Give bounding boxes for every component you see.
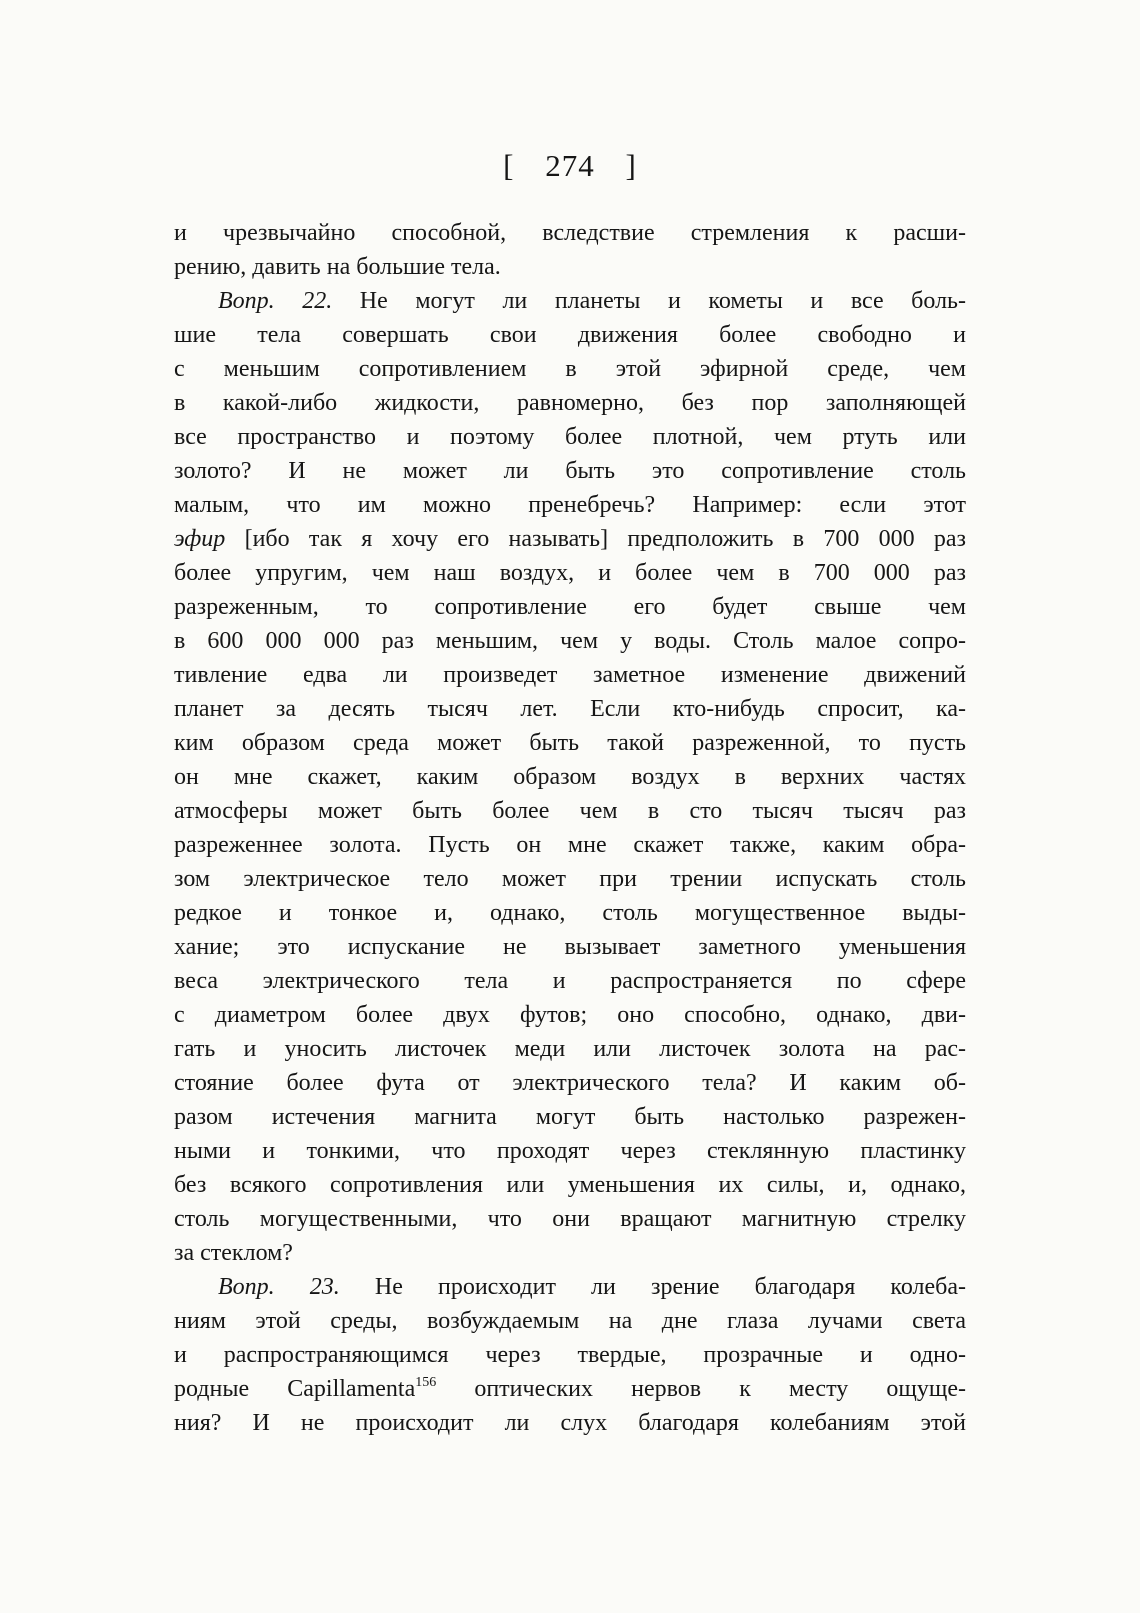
line-text: ния? И не происходит ли слух благодаря колебаниям этой xyxy=(174,1410,966,1436)
line-text: более упругим, чем наш воздух, и более чем в 700 000 раз xyxy=(174,560,966,586)
text-line xyxy=(174,1202,966,1236)
text-line xyxy=(174,386,966,420)
text-line xyxy=(174,216,966,250)
line-text: с меньшим сопротивлением в этой эфирной среде, чем xyxy=(174,356,966,382)
text-line xyxy=(174,352,966,386)
line-text: планет за десять тысяч лет. Если кто-нибудь спросит, ка- xyxy=(174,696,966,722)
line-text-continued: оптических нервов к месту ощуще- xyxy=(436,1376,966,1402)
line-text: все пространство и поэтому более плотной, чем ртуть или xyxy=(174,424,966,450)
text-line xyxy=(174,488,966,522)
text-line xyxy=(174,1338,966,1372)
text-line xyxy=(174,862,966,896)
line-text: рению, давить на большие тела. xyxy=(174,254,501,280)
text-line xyxy=(174,556,966,590)
text-line xyxy=(174,794,966,828)
text-line xyxy=(174,930,966,964)
line-text: ниям этой среды, возбуждаемым на дне глаза лучами света xyxy=(174,1308,966,1334)
line-text: за стеклом? xyxy=(174,1240,293,1266)
line-text: и распространяющимся через твердые, прозрачные и одно- xyxy=(174,1342,966,1368)
line-text: в 600 000 000 раз меньшим, чем у воды. Столь малое сопро- xyxy=(174,628,966,654)
line-text: золото? И не может ли быть это сопротивление столь xyxy=(174,458,966,484)
line-text: стояние более фута от электрического тела? И каким об- xyxy=(174,1070,966,1096)
line-text: шие тела совершать свои движения более свободно и xyxy=(174,322,966,348)
line-text: и чрезвычайно способной, вследствие стремления к расши- xyxy=(174,220,966,246)
text-line xyxy=(174,1032,966,1066)
line-text: Не происходит ли зрение благодаря колеба- xyxy=(339,1274,966,1300)
text-line xyxy=(174,1236,966,1270)
line-text: атмосферы может быть более чем в сто тысяч тысяч раз xyxy=(174,798,966,824)
text-line xyxy=(174,828,966,862)
text-line xyxy=(174,250,966,284)
text-line xyxy=(174,896,966,930)
text-line xyxy=(174,1066,966,1100)
line-text: веса электрического тела и распространяется по сфере xyxy=(174,968,966,994)
line-text: редкое и тонкое и, однако, столь могущественное выды- xyxy=(174,900,966,926)
line-text: тивление едва ли произведет заметное изменение движений xyxy=(174,662,966,688)
line-text: ными и тонкими, что проходят через стеклянную пластинку xyxy=(174,1138,966,1164)
text-line xyxy=(174,454,966,488)
italic-lead: эфир xyxy=(174,526,226,552)
line-text: ким образом среда может быть такой разреженной, то пусть xyxy=(174,730,966,756)
text-line xyxy=(174,522,966,556)
line-text: родные Capillamenta xyxy=(174,1376,416,1402)
text-line xyxy=(174,1304,966,1338)
line-text: с диаметром более двух футов; оно способно, однако, дви- xyxy=(174,1002,966,1028)
text-line xyxy=(174,1134,966,1168)
line-text: разом истечения магнита могут быть настолько разрежен- xyxy=(174,1104,966,1130)
line-text: малым, что им можно пренебречь? Например: если этот xyxy=(174,492,966,518)
line-text: Не могут ли планеты и кометы и все боль- xyxy=(332,288,966,314)
text-line xyxy=(174,1100,966,1134)
body-text xyxy=(174,216,966,1440)
line-text: в какой-либо жидкости, равномерно, без пор заполняющей xyxy=(174,390,966,416)
text-line xyxy=(174,318,966,352)
text-line xyxy=(174,1406,966,1440)
text-line xyxy=(174,726,966,760)
line-text: хание; это испускание не вызывает заметного уменьшения xyxy=(174,934,966,960)
line-text: зом электрическое тело может при трении испускать столь xyxy=(174,866,966,892)
page-number: [ 274 ] xyxy=(503,148,637,183)
text-line xyxy=(174,1168,966,1202)
italic-lead: Вопр. 23. xyxy=(218,1274,340,1300)
line-text: разреженным, то сопротивление его будет свыше чем xyxy=(174,594,966,620)
text-line xyxy=(174,1372,966,1406)
text-line xyxy=(174,590,966,624)
text-line xyxy=(174,420,966,454)
text-line xyxy=(174,1270,966,1304)
text-line xyxy=(174,760,966,794)
text-line xyxy=(174,692,966,726)
line-text: [ибо так я хочу его называть] предположить в 700 000 раз xyxy=(225,526,966,552)
text-line xyxy=(174,998,966,1032)
line-text: столь могущественными, что они вращают магнитную стрелку xyxy=(174,1206,966,1232)
text-line xyxy=(174,964,966,998)
line-text: гать и уносить листочек меди или листочек золота на рас- xyxy=(174,1036,966,1062)
italic-lead: Вопр. 22. xyxy=(218,288,333,314)
text-line xyxy=(174,624,966,658)
line-text: разреженнее золота. Пусть он мне скажет также, каким обра- xyxy=(174,832,966,858)
line-text: без всякого сопротивления или уменьшения их силы, и, однако, xyxy=(174,1172,966,1198)
line-text: он мне скажет, каким образом воздух в верхних частях xyxy=(174,764,966,790)
text-line xyxy=(174,284,966,318)
footnote-ref: 156 xyxy=(415,1375,437,1390)
text-line xyxy=(174,658,966,692)
